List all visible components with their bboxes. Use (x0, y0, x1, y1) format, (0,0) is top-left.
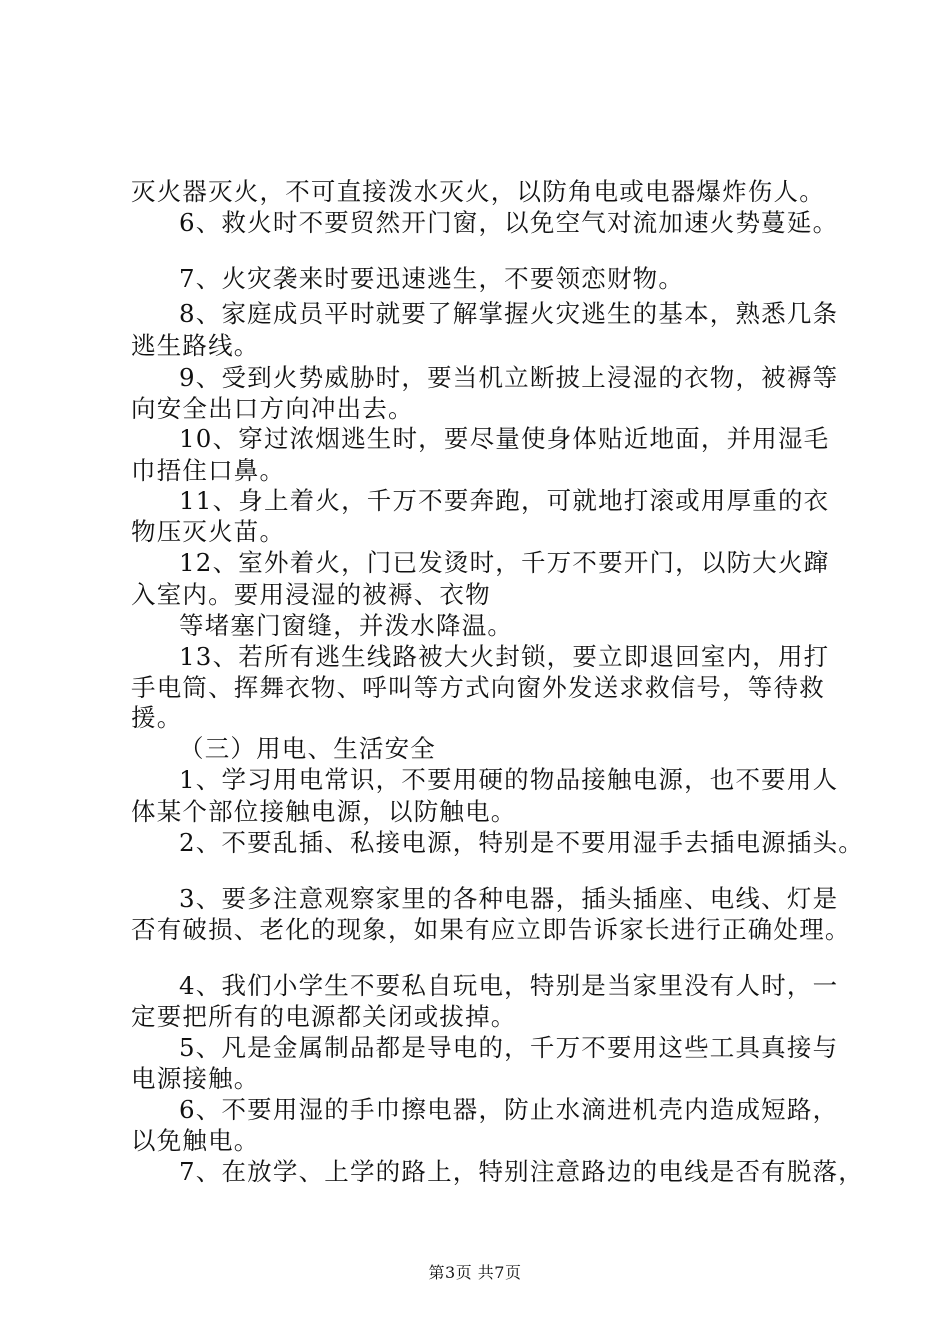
text-line: 13、若所有逃生线路被大火封锁，要立即退回室内，用打 (179, 642, 830, 671)
text-line: 8、家庭成员平时就要了解掌握火灾逃生的基本，熟悉几条 (179, 299, 839, 328)
page-number-footer: 第3页 共7页 (428, 1263, 522, 1282)
text-line: 1、学习用电常识，不要用硬的物品接触电源，也不要用人 (179, 765, 839, 794)
text-line: 4、我们小学生不要私自玩电，特别是当家里没有人时，一 (179, 971, 839, 1000)
text-line: 10、穿过浓烟逃生时，要尽量使身体贴近地面，并用湿毛 (179, 424, 830, 453)
text-line: 物压灭火苗。 (131, 517, 286, 546)
text-line: 以免触电。 (131, 1126, 260, 1155)
text-line: 手电筒、挥舞衣物、呼叫等方式向窗外发送求救信号，等待救 (131, 673, 825, 702)
text-line: 3、要多注意观察家里的各种电器，插头插座、电线、灯是 (179, 884, 839, 913)
text-line: 定要把所有的电源都关闭或拔掉。 (131, 1002, 517, 1031)
text-line: 6、救火时不要贸然开门窗，以免空气对流加速火势蔓延。 (179, 208, 839, 237)
text-line: 12、室外着火，门已发烫时，千万不要开门，以防大火蹿 (179, 548, 830, 577)
text-line: 否有破损、老化的现象，如果有应立即告诉家长进行正确处理。 (131, 915, 851, 944)
text-line: 等堵塞门窗缝，并泼水降温。 (179, 611, 514, 640)
text-line: 7、在放学、上学的路上，特别注意路边的电线是否有脱落， (179, 1157, 864, 1186)
text-line: 6、不要用湿的手巾擦电器，防止水滴进机壳内造成短路， (179, 1095, 839, 1124)
section-heading: （三）用电、生活安全 (179, 734, 436, 763)
text-line: 入室内。要用浸湿的被褥、衣物 (131, 580, 491, 609)
text-line: 巾捂住口鼻。 (131, 456, 286, 485)
text-line: 援。 (131, 703, 183, 732)
text-line: 5、凡是金属制品都是导电的，千万不要用这些工具真接与 (179, 1033, 839, 1062)
text-line: 逃生路线。 (131, 331, 260, 360)
text-line: 7、火灾袭来时要迅速逃生，不要领恋财物。 (179, 264, 685, 293)
text-line: 体某个部位接触电源，以防触电。 (131, 797, 517, 826)
text-line: 电源接触。 (131, 1064, 260, 1093)
text-line: 向安全出口方向冲出去。 (131, 394, 414, 423)
text-line: 2、不要乱插、私接电源，特别是不要用湿手去插电源插头。 (179, 828, 864, 857)
text-line: 灭火器灭火，不可直接泼水灭火，以防角电或电器爆炸伤人。 (131, 177, 825, 206)
text-line: 11、身上着火，千万不要奔跑，可就地打滚或用厚重的衣 (179, 486, 830, 515)
text-line: 9、受到火势威胁时，要当机立断披上浸湿的衣物，被褥等 (179, 363, 839, 392)
